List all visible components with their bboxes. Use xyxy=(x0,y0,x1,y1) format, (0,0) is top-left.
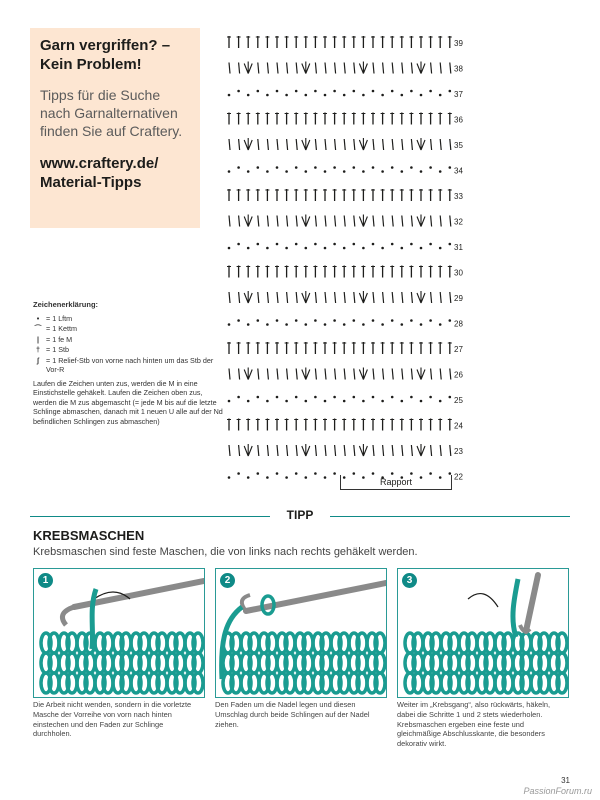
row-number: 34 xyxy=(454,166,463,176)
crochet-hook-illustration-2 xyxy=(216,569,386,697)
crochet-chart xyxy=(225,28,470,488)
row-number: 32 xyxy=(454,217,463,227)
section-title: KREBSMASCHEN xyxy=(33,528,145,543)
row-number: 35 xyxy=(454,141,463,150)
double-crochet-icon: † xyxy=(36,345,40,354)
step-3-illustration xyxy=(397,568,569,698)
step-1-illustration xyxy=(33,568,205,698)
legend-title: Zeichenerklärung: xyxy=(33,300,99,309)
row-number: 31 xyxy=(454,243,463,252)
legend-item: | = 1 fe M xyxy=(33,335,223,345)
step-number-badge: 2 xyxy=(220,573,235,588)
row-number: 23 xyxy=(454,447,463,456)
row-number: 29 xyxy=(454,294,463,303)
symbol-legend xyxy=(33,300,223,426)
single-crochet-icon: | xyxy=(36,334,39,344)
page-number: 31 xyxy=(561,776,570,785)
legend-item: • = 1 Lftm xyxy=(33,314,223,324)
slip-stitch-icon: ⌒ xyxy=(34,324,42,333)
chain-icon: • xyxy=(36,313,40,323)
step-number-badge: 3 xyxy=(402,573,417,588)
row-number: 24 xyxy=(454,421,463,431)
promo-headline: Garn vergriffen? – Kein Problem! xyxy=(40,37,171,73)
relief-stitch-icon: ʃ xyxy=(36,355,40,365)
row-number: 27 xyxy=(454,345,463,354)
promo-box xyxy=(30,28,200,228)
row-number: 37 xyxy=(454,90,463,99)
rapport-bracket: Rapport xyxy=(340,475,452,490)
legend-item: † = 1 Stb xyxy=(33,345,223,355)
row-number: 26 xyxy=(454,370,463,380)
row-number: 38 xyxy=(454,64,463,74)
legend-note: Laufen die Zeichen unten zus, werden die M in eine Einstichstelle gehäkelt. Laufen die Zeichen oben zus, werden die M zus abgemascht (= jede M bis auf die letzte Schlinge abmaschen, danach mit 1 neuen U alle auf der Nd befindlichen Schlingen zus abmaschen) xyxy=(33,378,223,426)
row-number: 36 xyxy=(454,115,463,125)
row-number: 30 xyxy=(454,268,463,278)
row-number: 28 xyxy=(454,319,463,329)
crochet-hook-illustration-3 xyxy=(398,569,568,697)
row-number: 25 xyxy=(454,396,463,405)
step-1-caption: Die Arbeit nicht wenden, sondern in die vorletzte Masche der Vorreihe von vorn nach hinten einstechen und den Faden zur Schlinge durchholen. xyxy=(33,700,192,739)
row-number: 22 xyxy=(454,472,463,482)
promo-text: Tipps für die Suche nach Garnalternativen finden Sie auf Craftery. xyxy=(40,87,183,139)
watermark: PassionForum.ru xyxy=(523,786,592,796)
step-2-caption: Den Faden um die Nadel legen und diesen Umschlag durch beide Schlingen auf der Nadel ziehen. xyxy=(215,700,370,729)
crochet-hook-illustration-1 xyxy=(34,569,204,697)
row-number: 33 xyxy=(454,192,463,201)
legend-item: ʃ = 1 Relief-Stb von vorne nach hinten um das Stb der Vor-R xyxy=(33,356,223,375)
promo-url-link[interactable]: www.craftery.de/ Material-Tipps xyxy=(40,155,159,191)
section-intro: Krebsmaschen sind feste Maschen, die von links nach rechts gehäkelt werden. xyxy=(33,546,418,558)
tipp-label: TIPP xyxy=(270,508,330,522)
legend-item: ⌒ = 1 Kettm xyxy=(34,324,77,333)
step-number-badge: 1 xyxy=(38,573,53,588)
row-number: 39 xyxy=(454,39,463,48)
step-2-illustration xyxy=(215,568,387,698)
step-3-caption: Weiter im „Krebsgang“, also rückwärts, häkeln, dabei die Schritte 1 und 2 stets wiederholen. Krebsmaschen ergeben eine feste und gleichmäßige Abschlusskante, die besonders dekorativ wirkt. xyxy=(397,700,551,749)
